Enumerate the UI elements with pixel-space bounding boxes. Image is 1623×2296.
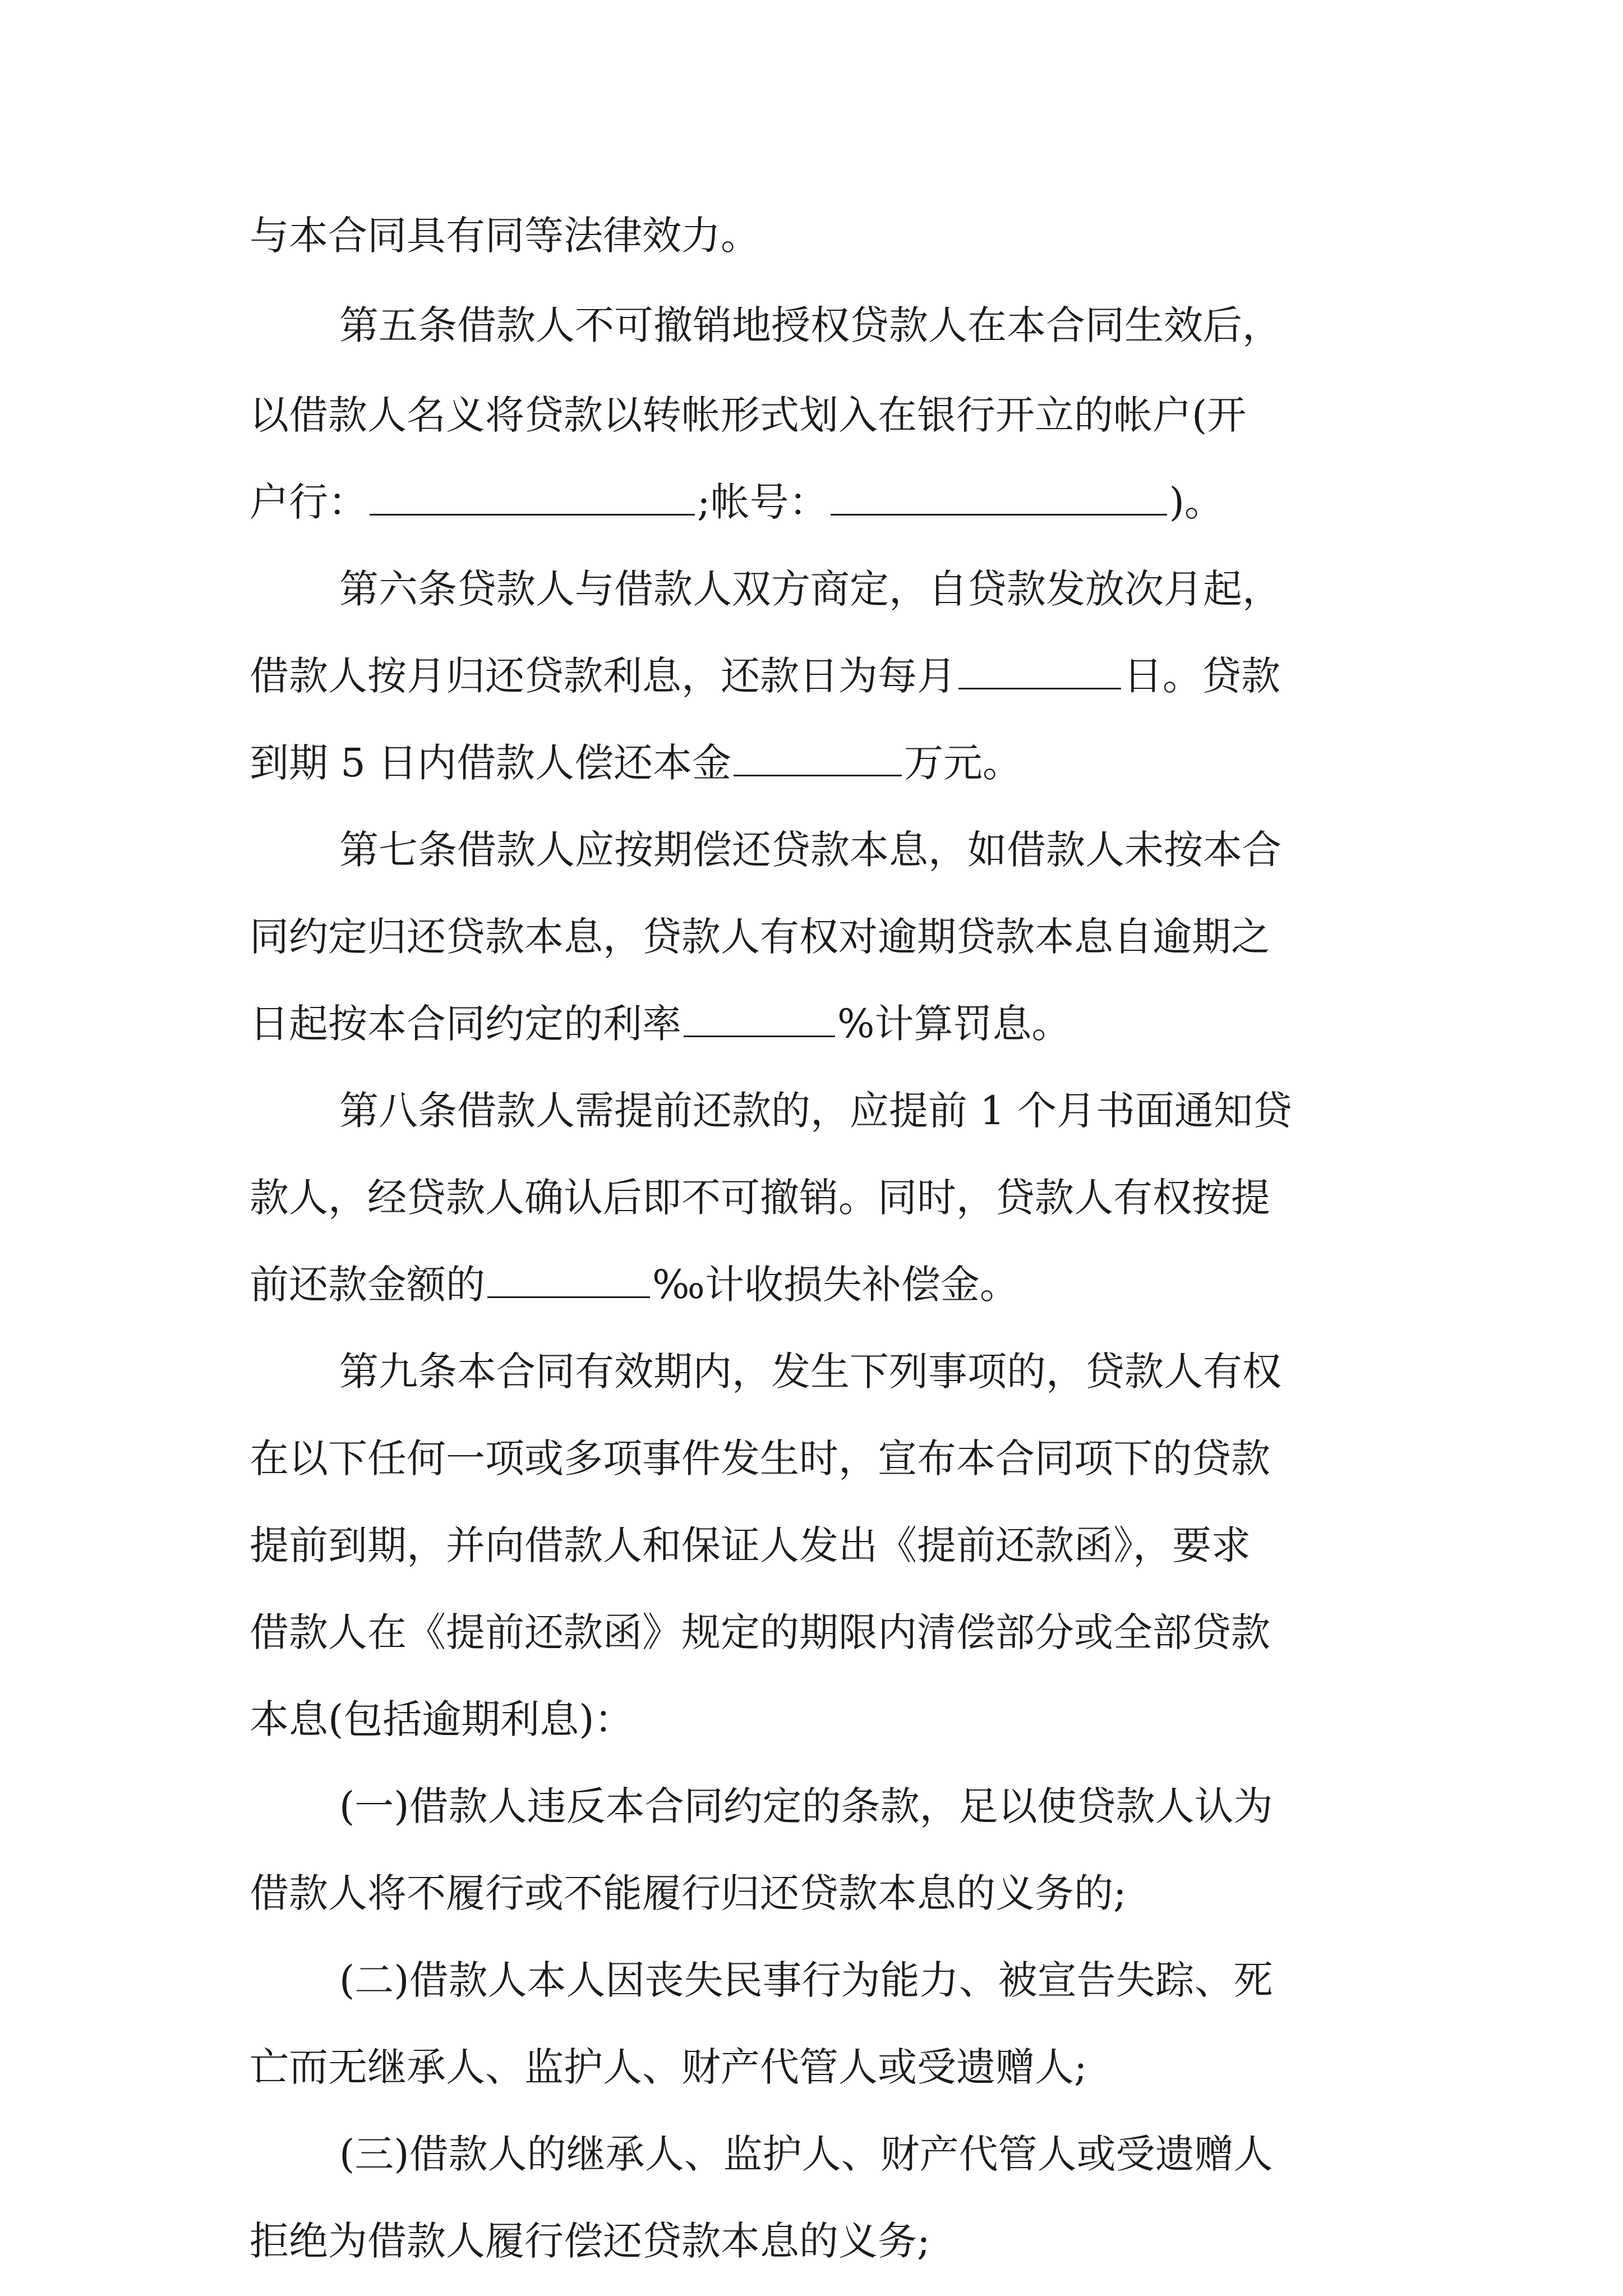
text: 第五条借款人不可撤销地授权贷款人在本合同生效后， bbox=[339, 302, 1281, 348]
blank-bank-name[interactable] bbox=[370, 475, 695, 516]
text: 以借款人名义将贷款以转帐形式划入在银行开立的帐户(开 bbox=[250, 392, 1247, 438]
text: 日。贷款 bbox=[1123, 653, 1280, 699]
text-line-9 bbox=[250, 903, 1270, 970]
text: 同约定归还贷款本息，贷款人有权对逾期贷款本息自逾期之 bbox=[250, 914, 1270, 960]
text: 借款人将不履行或不能履行归还贷款本息的义务的; bbox=[250, 1870, 1127, 1916]
text: 借款人按月归还贷款利息，还款日为每月 bbox=[250, 653, 956, 699]
text-line-22 bbox=[250, 2033, 1087, 2101]
list-item-1-start bbox=[339, 1773, 1273, 1840]
paragraph-article-9-start bbox=[339, 1338, 1281, 1405]
text: 第九条本合同有效期内，发生下列事项的，贷款人有权 bbox=[339, 1349, 1281, 1395]
text: 拒绝为借款人履行偿还贷款本息的义务; bbox=[250, 2218, 930, 2264]
text-line-13 bbox=[250, 1251, 1019, 1318]
text-line-10 bbox=[250, 990, 1071, 1057]
text: ;帐号： bbox=[697, 479, 828, 525]
list-item-2-start bbox=[339, 1947, 1273, 2014]
text: 户行： bbox=[250, 479, 367, 525]
text: 本息(包括逾期利息)： bbox=[250, 1696, 634, 1742]
text-line-24 bbox=[250, 2207, 930, 2275]
text-line-15 bbox=[250, 1425, 1270, 1492]
text: (二)借款人本人因丧失民事行为能力、被宣告失踪、死 bbox=[339, 1957, 1273, 2003]
text: 到期 5 日内借款人偿还本金 bbox=[250, 740, 732, 786]
text: (一)借款人违反本合同约定的条款，足以使贷款人认为 bbox=[339, 1783, 1273, 1829]
text: 亡而无继承人、监护人、财产代管人或受遗赠人; bbox=[250, 2044, 1087, 2090]
text-line-12 bbox=[250, 1164, 1270, 1231]
blank-account-number[interactable] bbox=[831, 475, 1167, 516]
paragraph-article-5-start bbox=[339, 292, 1281, 359]
blank-principal-amount[interactable] bbox=[734, 735, 902, 776]
text-line-4 bbox=[250, 468, 1224, 536]
text-line-6 bbox=[250, 642, 1280, 710]
text-line-20 bbox=[250, 1860, 1127, 1927]
text: 在以下任何一项或多项事件发生时，宣布本合同项下的贷款 bbox=[250, 1435, 1270, 1481]
text: 款人，经贷款人确认后即不可撤销。同时，贷款人有权按提 bbox=[250, 1175, 1270, 1221]
text: 与本合同具有同等法律效力。 bbox=[250, 213, 760, 259]
text-line-18 bbox=[250, 1686, 634, 1753]
text-line-7 bbox=[250, 729, 1022, 797]
paragraph-article-8-start bbox=[339, 1077, 1292, 1144]
text: ‰计收损失补偿金。 bbox=[652, 1262, 1019, 1308]
text-line-17 bbox=[250, 1599, 1270, 1666]
text: 提前到期，并向借款人和保证人发出《提前还款函》，要求 bbox=[250, 1522, 1251, 1568]
blank-compensation-rate[interactable] bbox=[487, 1257, 650, 1298]
text: 前还款金额的 bbox=[250, 1262, 485, 1308]
text-line-1 bbox=[250, 202, 760, 269]
paragraph-article-6-start bbox=[339, 555, 1281, 623]
blank-repayment-day[interactable] bbox=[958, 648, 1121, 689]
text: 日起按本合同约定的利率 bbox=[250, 1001, 681, 1047]
text: %计算罚息。 bbox=[837, 1001, 1071, 1047]
text: 第八条借款人需提前还款的，应提前 1 个月书面通知贷 bbox=[339, 1088, 1293, 1134]
text: )。 bbox=[1169, 479, 1224, 525]
text: 第七条借款人应按期偿还贷款本息，如借款人未按本合 bbox=[339, 827, 1281, 873]
text-line-3 bbox=[250, 381, 1246, 449]
paragraph-article-7-start bbox=[339, 816, 1281, 884]
text: 第六条贷款人与借款人双方商定，自贷款发放次月起， bbox=[339, 566, 1281, 612]
text: 借款人在《提前还款函》规定的期限内清偿部分或全部贷款 bbox=[250, 1609, 1270, 1655]
list-item-3-start bbox=[339, 2120, 1273, 2188]
text-line-16 bbox=[250, 1512, 1251, 1579]
text: 万元。 bbox=[904, 740, 1022, 786]
text: (三)借款人的继承人、监护人、财产代管人或受遗赠人 bbox=[339, 2131, 1273, 2177]
blank-interest-rate[interactable] bbox=[684, 996, 835, 1037]
